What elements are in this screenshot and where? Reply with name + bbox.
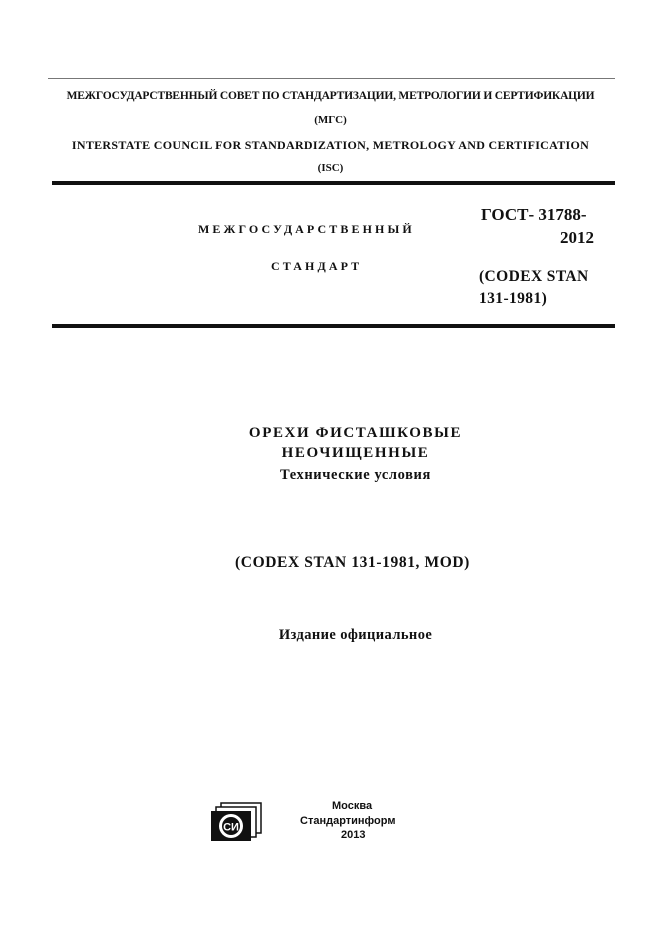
edition-note: Издание официальное	[278, 627, 433, 643]
codex-designation-line2: 131-1981)	[479, 290, 548, 307]
standartinform-logo-icon	[207, 801, 263, 843]
publisher-name: Стандартинформ	[300, 815, 396, 827]
document-title-line1: ОРЕХИ ФИСТАШКОВЫЕ	[248, 425, 463, 441]
lower-thick-rule	[52, 324, 615, 328]
codex-designation-line1: (CODEX STAN	[479, 268, 589, 285]
document-subtitle: Технические условия	[280, 467, 431, 483]
council-name-en: INTERSTATE COUNCIL FOR STANDARDIZATION, METROLOGY AND CERTIFICATION	[71, 138, 590, 152]
document-title-line2: НЕОЧИЩЕННЫЕ	[281, 445, 430, 461]
codex-modification: (CODEX STAN 131-1981, MOD)	[235, 554, 470, 571]
logo-text: СИ	[223, 821, 239, 834]
standard-kind-line2: СТАНДАРТ	[271, 259, 363, 273]
standard-kind-line1: МЕЖГОСУДАРСТВЕННЫЙ	[198, 222, 415, 236]
upper-thick-rule	[52, 181, 615, 185]
publication-year: 2013	[341, 829, 366, 841]
publisher-city: Москва	[332, 800, 373, 812]
gost-year: 2012	[560, 228, 594, 247]
council-name-ru: МЕЖГОСУДАРСТВЕННЫЙ СОВЕТ ПО СТАНДАРТИЗАЦИИ, МЕТРОЛОГИИ И СЕРТИФИКАЦИИ	[66, 90, 595, 102]
top-thin-rule	[48, 78, 615, 79]
council-abbr-en: (ISC)	[317, 162, 344, 174]
gost-number: ГОСТ- 31788-	[481, 205, 587, 224]
council-abbr-ru: (МГС)	[314, 114, 347, 126]
